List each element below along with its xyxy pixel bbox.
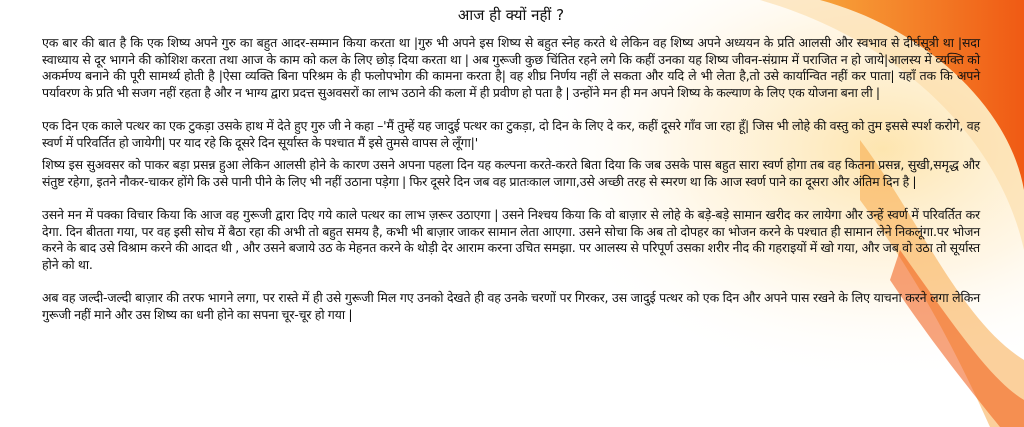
paragraph-spacer [42, 190, 980, 207]
paragraph-spacer [42, 273, 980, 290]
paragraph-1: एक बार की बात है कि एक शिष्य अपने गुरु का बहुत आदर-सम्मान किया करता था |गुरु भी अपने इस शिष्य से बहुत स्नेह करते थे लेकिन वह शिष्य अपने अध्ययन के प्रति आलसी और स्वभाव से दीर्घसूत्री था |सदा स्वाध्याय से दूर भागने की कोशिश करता तथा आज के काम को कल के लिए छोड़ दिया करता था | अब गुरूजी कुछ चिंतित रहने लगे कि कहीं उनका यह शिष्य जीवन-संग्राम में पराजित न हो जाये|आलस्य में व्यक्ति को अकर्मण्य बनाने की पूरी सामर्थ्य होती है |ऐसा व्यक्ति बिना परिश्रम के ही फलोपभोग की कामना करता है| वह शीघ्र निर्णय नहीं ले सकता और यदि ले भी लेता है,तो उसे कार्यान्वित नहीं कर पाता| यहाँ तक कि अपने पर्यावरण के प्रति भी सजग नहीं रहता है और न भाग्य द्वारा प्रदत्त सुअवसरों का लाभ उठाने की कला में ही प्रवीण हो पता है | उन्होंने मन ही मन अपने शिष्य के कल्याण के लिए एक योजना बना ली | [42, 35, 980, 100]
paragraph-spacer [42, 101, 980, 118]
paragraph-2: एक दिन एक काले पत्थर का एक टुकड़ा उसके हाथ में देते हुए गुरु जी ने कहा –'मैं तुम्हें यह जादुई पत्थर का टुकड़ा, दो दिन के लिए दे कर, कहीं दूसरे गाँव जा रहा हूँ| जिस भी लोहे की वस्तु को तुम इससे स्पर्श करोगे, वह स्वर्ण में परिवर्तित हो जायेगी| पर याद रहे कि दूसरे दिन सूर्यास्त के पश्चात मैं इसे तुमसे वापस ले लूँगा|' [42, 118, 980, 150]
paragraph-4: उसने मन में पक्का विचार किया कि आज वह गुरूजी द्वारा दिए गये काले पत्थर का लाभ ज़रूर उठाएगा | उसने निश्चय किया कि वो बाज़ार से लोहे के बड़े-बड़े सामान खरीद कर लायेगा और उन्हें स्वर्ण में परिवर्तित कर देगा. दिन बीतता गया, पर वह इसी सोच में बैठा रहा की अभी तो बहुत समय है, कभी भी बाज़ार जाकर सामान लेता आएगा. उसने सोचा कि अब तो दोपहर का भोजन करने के पश्चात ही सामान लेने निकलूंगा.पर भोजन करने के बाद उसे विश्राम करने की आदत थी , और उसने बजाये उठ के मेहनत करने के थोड़ी देर आराम करना उचित समझा. पर आलस्य से परिपूर्ण उसका शरीर नीद की गहराइयों में खो गया, और जब वो उठा तो सूर्यास्त होने को था. [42, 207, 980, 272]
article-title: आज ही क्यों नहीं ? [457, 6, 565, 24]
paragraph-5: अब वह जल्दी-जल्दी बाज़ार की तरफ भागने लगा, पर रास्ते में ही उसे गुरूजी मिल गए उनको देखते ही वह उनके चरणों पर गिरकर, उस जादुई पत्थर को एक दिन और अपने पास रखने के लिए याचना करने लगा लेकिन गुरूजी नहीं माने और उस शिष्य का धनी होने का सपना चूर-चूर हो गया | [42, 290, 980, 322]
paragraph-3: शिष्य इस सुअवसर को पाकर बड़ा प्रसन्न हुआ लेकिन आलसी होने के कारण उसने अपना पहला दिन यह कल्पना करते-करते बिता दिया कि जब उसके पास बहुत सारा स्वर्ण होगा तब वह कितना प्रसन्न, सुखी,समृद्ध और संतुष्ट रहेगा, इतने नौकर-चाकर होंगे कि उसे पानी पीने के लिए भी नहीं उठाना पड़ेगा | फिर दूसरे दिन जब वह प्रातःकाल जागा,उसे अच्छी तरह से स्मरण था कि आज स्वर्ण पाने का दूसरा और अंतिम दिन है | [42, 157, 980, 189]
